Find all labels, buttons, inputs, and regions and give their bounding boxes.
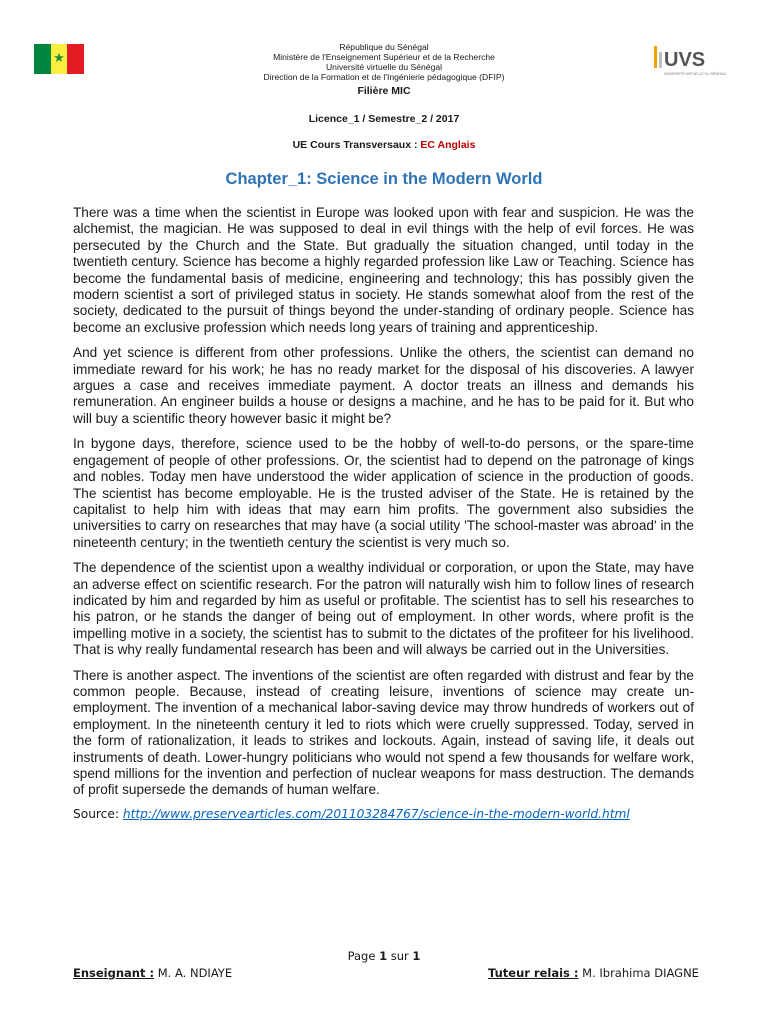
source-link[interactable]: http://www.preservearticles.com/201103284767/science-in-the-modern-world.html xyxy=(122,806,630,821)
document-header xyxy=(0,42,768,151)
ue-label: UE Cours Transversaux : xyxy=(292,139,418,151)
licence: Licence_1 / Semestre_2 / 2017 xyxy=(308,113,460,125)
logo-text: UVS xyxy=(664,49,706,71)
filiere: Filière MIC xyxy=(357,85,411,97)
teacher-name: M. A. NDIAYE xyxy=(154,966,233,980)
paragraph: The dependence of the scientist upon a wealthy individual or corporation, or upon the State, may have an adverse effect on scientific research. For the patron will naturally wish him to follow lines of research indicated by him and regarded by him as useful or profitable. The scientist has to sell his researches to his patron, or he stands the danger of being out of employment. In other words, where profit is the impelling motive in a society, the scientist has to submit to the dictates of the profiteer for his livelihood. That is why really fundamental research has been and will always be carried out in the Universities. xyxy=(73,560,694,658)
page-mid: sur xyxy=(387,949,413,963)
logo-subtitle: UNIVERSITÉ VIRTUELLE DU SÉNÉGAL xyxy=(664,72,727,76)
paragraph: There was a time when the scientist in Europe was looked upon with fear and suspicion. He was the alchemist, the magician. He was supposed to deal in evil things with the help of evil forces. He was persecuted by the Church and the State. But gradually the situation changed, until today in the twentieth century. Science has become a highly regarded profession like Law or Teaching. Science has become the fundamental basis of medicine, engineering and technology; this has possibly given the modern scientist a sort of privileged status in society. He stands somewhat aloof from the rest of the society, dedicated to the pursuit of things beyond the under-standing of ordinary people. Science has become an exclusive profession which needs long years of training and apprenticeship. xyxy=(73,205,694,335)
paragraph: There is another aspect. The inventions of the scientist are often regarded with distrust and fear by the common people. Because, instead of creating leisure, inventions of science may create un-employment. The invention of a mechanical labor-saving device may throw hundreds of workers out of employment. In the nineteenth century it led to riots which were cruelly suppressed. Today, served in the form of rationalization, it leads to strikes and lockouts. Again, instead of saving life, it deals out instruments of death. Lower-hungry politicians who would not spend a few thousands for welfare work, spend millions for the invention and perfection of nuclear weapons for mass destruction. The demands of profit supersede the demands of human welfare. xyxy=(73,667,694,798)
institution-line: Ministère de l'Enseignement Supérieur et de la Recherche xyxy=(273,52,495,62)
institution-line: République du Sénégal xyxy=(339,42,429,52)
teacher-label: Enseignant : xyxy=(73,966,155,980)
page-number xyxy=(0,949,768,963)
page-total: 1 xyxy=(412,949,421,963)
star-icon: ★ xyxy=(53,50,65,65)
page-current: 1 xyxy=(379,949,388,963)
tutor-name: M. Ibrahima DIAGNE xyxy=(578,966,699,980)
course-unit xyxy=(0,139,768,151)
chapter-title: Chapter_1: Science in the Modern World xyxy=(225,170,543,188)
paragraph: In bygone days, therefore, science used to be the hobby of well-to-do persons, or the spare-time engagement of people of other professions. Or, the scientist had to depend on the patronage of kings and nobles. Today men have understood the wider application of science in the production of goods. The scientist has become employable. He is the trusted adviser of the State. He is retained by the capitalist to help him with ideas that may earn him profits. The government also subsidies the universities to carry on researches that may have (a social utility 'The school-master was abroad' in the nineteenth century; in the twentieth century the scientist is very much so. xyxy=(73,436,694,550)
tutor-label: Tuteur relais : xyxy=(488,966,579,980)
institution-line: Université virtuelle du Sénégal xyxy=(325,62,443,72)
teacher-info xyxy=(73,966,232,980)
paragraph: And yet science is different from other professions. Unlike the others, the scientist can demand no immediate reward for his work; he has no ready market for the disposal of his discoveries. A lawyer argues a case and receives immediate payment. A doctor treats an illness and demands his remuneration. An engineer builds a house or designs a machine, and he has to be paid for it. But who will buy a scientific theory however basic it might be? xyxy=(73,345,694,426)
ec-label: EC Anglais xyxy=(420,139,476,151)
institution-line: Direction de la Formation et de l'Ingénierie pédagogique (DFIP) xyxy=(263,72,505,82)
source-label: Source: xyxy=(73,806,123,821)
page-prefix: Page xyxy=(347,949,380,963)
tutor-info xyxy=(488,966,699,980)
document-body xyxy=(73,205,694,822)
source-citation xyxy=(73,806,694,822)
